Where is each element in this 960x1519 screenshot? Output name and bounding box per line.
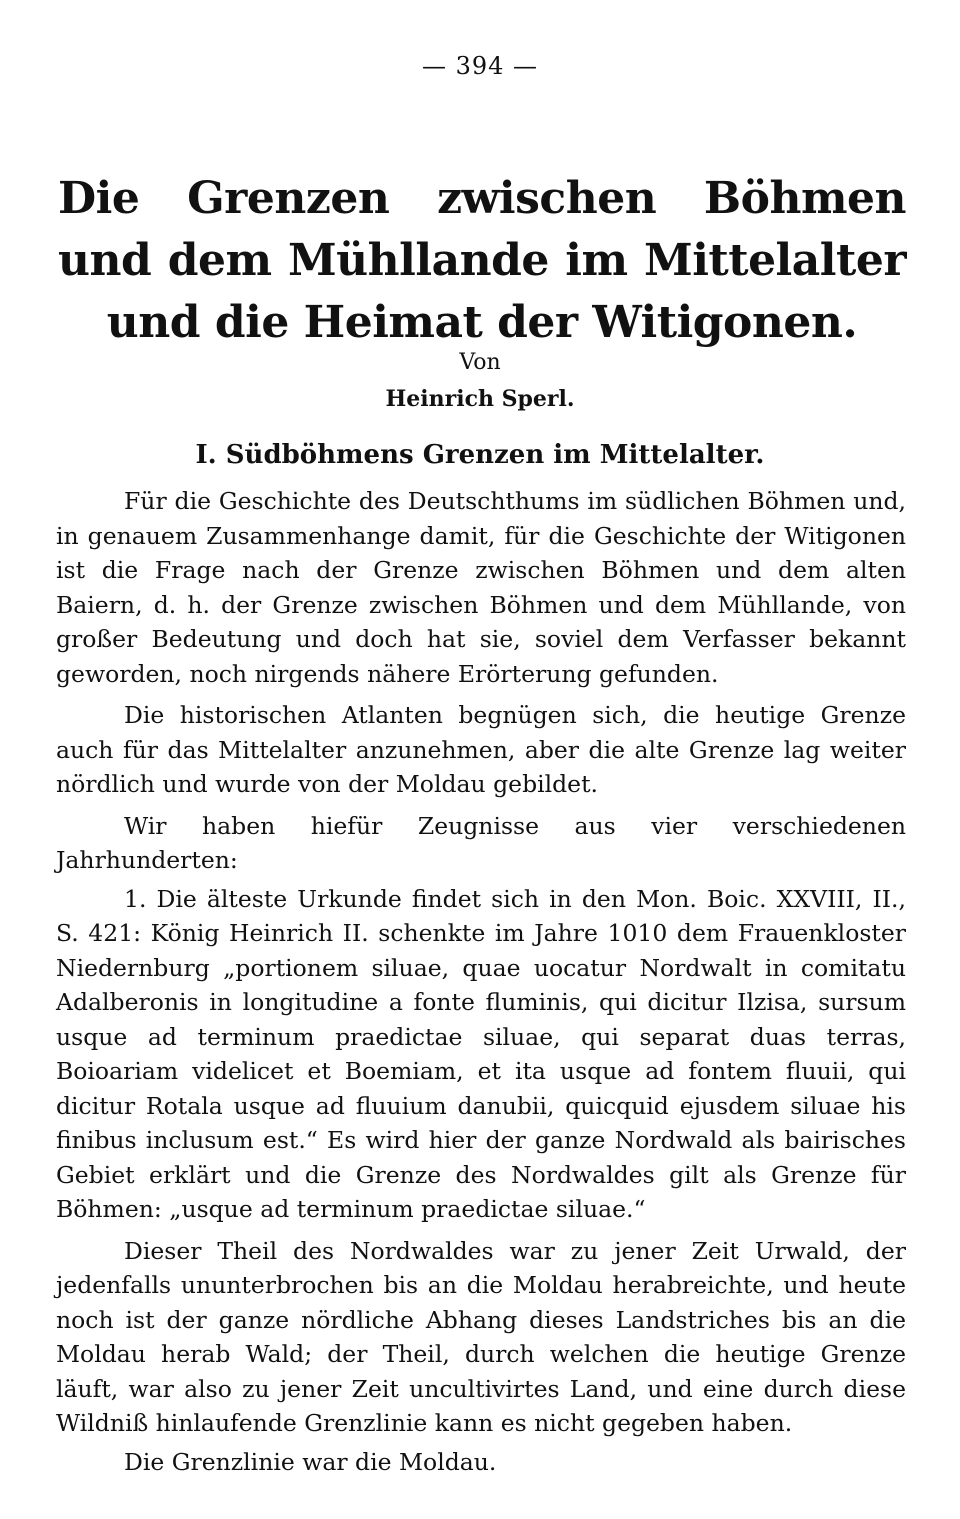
paragraph: Dieser Theil des Nordwaldes war zu jener Zeit Urwald, der jedenfalls ununterbrochen bis an die Moldau herabreichte, und heute noch ist der ganze nördliche Abhang dieses Landstriches bis an die Moldau herab Wald; der Theil, durch welchen die heutige Grenze läuft, war also zu jener Zeit uncultivirtes Land, und eine durch diese Wildniß hinlaufende Grenzlinie kann es nicht gegeben haben.: [56, 1236, 906, 1437]
author-name: Heinrich Sperl.: [385, 386, 575, 412]
paragraph: Die Grenzlinie war die Moldau.: [124, 1447, 497, 1476]
section-heading: I. Südböhmens Grenzen im Mittelalter.: [195, 440, 765, 470]
paragraph: Wir haben hiefür Zeugnisse aus vier verschiedenen Jahrhunderten:: [56, 811, 906, 874]
page-number: — 394 —: [421, 52, 539, 80]
body-text: [56, 484, 906, 1479]
article-title: Die Grenzen zwischen Böhmen und dem Mühllande im Mittelalter und die Heimat der Witigonen.: [58, 173, 906, 348]
paragraph: Die historischen Atlanten begnügen sich, die heutige Grenze auch für das Mittelalter anzunehmen, aber die alte Grenze lag weiter nördlich und wurde von der Moldau gebildet.: [56, 701, 906, 798]
paragraph: Für die Geschichte des Deutschthums im südlichen Böhmen und, in genauem Zusammenhange damit, für die Geschichte der Witigonen ist die Frage nach der Grenze zwischen Böhmen und dem alten Baiern, d. h. der Grenze zwischen Böhmen und dem Mühllande, von großer Bedeutung und doch hat sie, soviel dem Verfasser bekannt geworden, noch nirgends nähere Erörterung gefunden.: [56, 487, 906, 688]
byline-von: Von: [459, 350, 501, 375]
paragraph: 1. Die älteste Urkunde findet sich in den Mon. Boic. XXVIII, II., S. 421: König Heinrich II. schenkte im Jahre 1010 dem Frauenkloster Niedernburg „portionem siluae, quae uocatur Nordwalt in comitatu Adalberonis in longitudine a fonte fluminis, qui dicitur Ilzisa, sursum usque ad terminum praedictae siluae, qui separat duas terras, Boioariam videlicet et Boemiam, et ita usque ad fontem fluuii, qui dicitur Rotala usque ad fluuium danubii, quicquid ejusdem siluae his finibus inclusum est.“ Es wird hier der ganze Nordwald als bairisches Gebiet erklärt und die Grenze des Nordwaldes gilt als Grenze für Böhmen: „usque ad terminum praedictae siluae.“: [56, 884, 906, 1223]
